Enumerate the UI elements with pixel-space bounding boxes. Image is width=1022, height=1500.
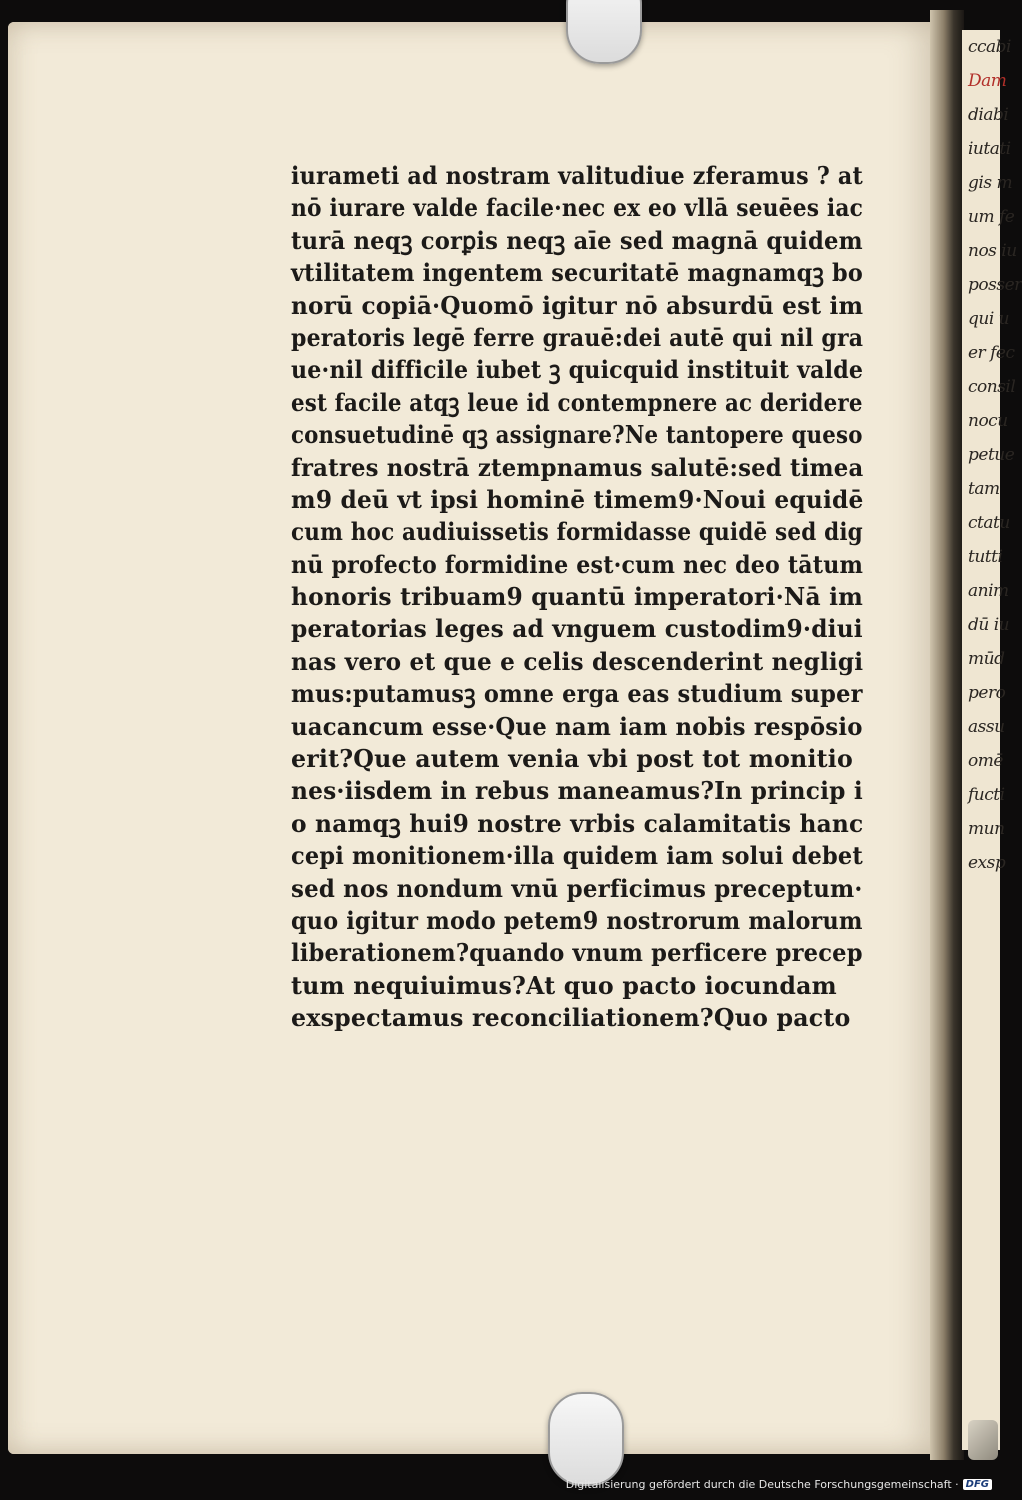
text-line: uacancum esse·Que nam iam nobis respōsio <box>291 711 863 741</box>
text-line: m9 deū vt ipsi hominē timem9·Noui equidē <box>291 484 864 514</box>
right-page-fragment: exsp <box>968 853 1006 873</box>
text-line: honoris tribuam9 quantū imperatori·Nā im <box>291 582 864 612</box>
right-page-fragment: mun <box>968 819 1005 839</box>
right-page-fragment: gis m <box>968 173 1013 193</box>
right-page-fragment: er fec <box>968 343 1015 363</box>
page-clip-top <box>566 0 642 64</box>
credit-text: Digitalisierung gefördert durch die Deutsche Forschungsgemeinschaft · <box>565 1478 959 1491</box>
right-page-fragment: fucti <box>968 785 1005 805</box>
text-block <box>291 160 871 1035</box>
right-page-fragment: um fe <box>968 207 1015 227</box>
text-line: peratoris legē ferre grauē:dei autē qui nil gra <box>291 322 864 352</box>
right-page-fragment: ccabi <box>968 37 1011 57</box>
book-page-right <box>962 30 1022 1450</box>
text-line: vtilitatem ingentem securitatē magnamqꝫ bo <box>291 258 863 288</box>
text-line: mus:putamusꝫ omne erga eas studium super <box>291 679 863 709</box>
text-line: peratorias leges ad vnguem custodim9·diui <box>291 614 863 644</box>
text-line: liberationem?quando vnum perficere precep <box>291 938 863 968</box>
right-page-fragment: nos iu <box>968 241 1017 261</box>
text-line: nū profecto formidine est·cum nec deo tātum <box>291 549 864 579</box>
text-line: sed nos nondum vnū perficimus preceptum· <box>291 873 863 903</box>
text-line: turā neqꝫ corꝑis neqꝫ aīe sed magnā quidem <box>291 225 863 255</box>
text-line: iurameti ad nostram valitudiue zferamus ? at <box>291 161 863 190</box>
right-page-fragment: ctatu <box>968 513 1010 533</box>
right-page-fragment: pero <box>968 683 1006 703</box>
right-page-fragment: qui u <box>968 309 1010 329</box>
page-clip-bottom <box>548 1392 624 1486</box>
book-gutter <box>930 10 964 1460</box>
text-line: consuetudinē qꝫ assignare?Ne tantopere queso <box>291 420 863 450</box>
text-line: nes·iisdem in rebus maneamus?In princip i <box>291 776 863 806</box>
text-line: o namqꝫ hui9 nostre vrbis calamitatis hanc <box>291 808 864 838</box>
footer-credit <box>566 1478 992 1491</box>
dfg-logo: DFG <box>963 1479 992 1490</box>
right-page-fragment: tam <box>968 479 1000 499</box>
text-line: quo igitur modo petem9 nostrorum malorum <box>291 905 863 935</box>
text-line: cepi monitionem·illa quidem iam solui debet <box>291 841 863 871</box>
right-page-fragment: Dam <box>968 71 1007 91</box>
right-page-fragment: anim <box>968 581 1009 601</box>
right-page-fragment: iutati <box>968 139 1011 159</box>
right-page-fragment: consil <box>968 377 1016 397</box>
right-page-fragment: tutti <box>968 547 1003 567</box>
right-page-fragment: diabi <box>968 105 1009 125</box>
text-line: ue·nil difficile iubet ꝫ quicquid instituit valde <box>291 355 864 385</box>
text-line: cum hoc audiuissetis formidasse quidē sed dig <box>291 517 863 547</box>
right-page-fragment: nocu <box>968 411 1008 431</box>
text-line: exspectamus reconciliationem?Quo pacto <box>291 1003 851 1033</box>
text-line: erit?Que autem venia vbi post tot monitio <box>291 744 853 774</box>
right-page-fragment: petue <box>968 445 1015 465</box>
text-line: est facile atqꝫ leue id contempnere ac deridere <box>291 387 863 417</box>
right-page-fragment: mūd <box>968 649 1005 669</box>
text-line: tum nequiuimus?At quo pacto iocundam <box>291 970 837 1000</box>
right-page-fragment: posser <box>968 275 1022 295</box>
bookmark-ribbon <box>968 1420 998 1460</box>
text-line: norū copiā·Quomō igitur nō absurdū est im <box>291 290 864 320</box>
right-page-fragment: omē <box>968 751 1003 771</box>
right-page-fragment: assu <box>968 717 1005 737</box>
text-line: nō iurare valde facile·nec ex eo vllā seuēes iac <box>291 193 864 223</box>
right-page-fragment: dū iu <box>968 615 1010 635</box>
text-line: fratres nostrā ztempnamus salutē:sed timea <box>291 452 864 482</box>
text-line: nas vero et que e celis descenderint negligi <box>291 646 864 676</box>
